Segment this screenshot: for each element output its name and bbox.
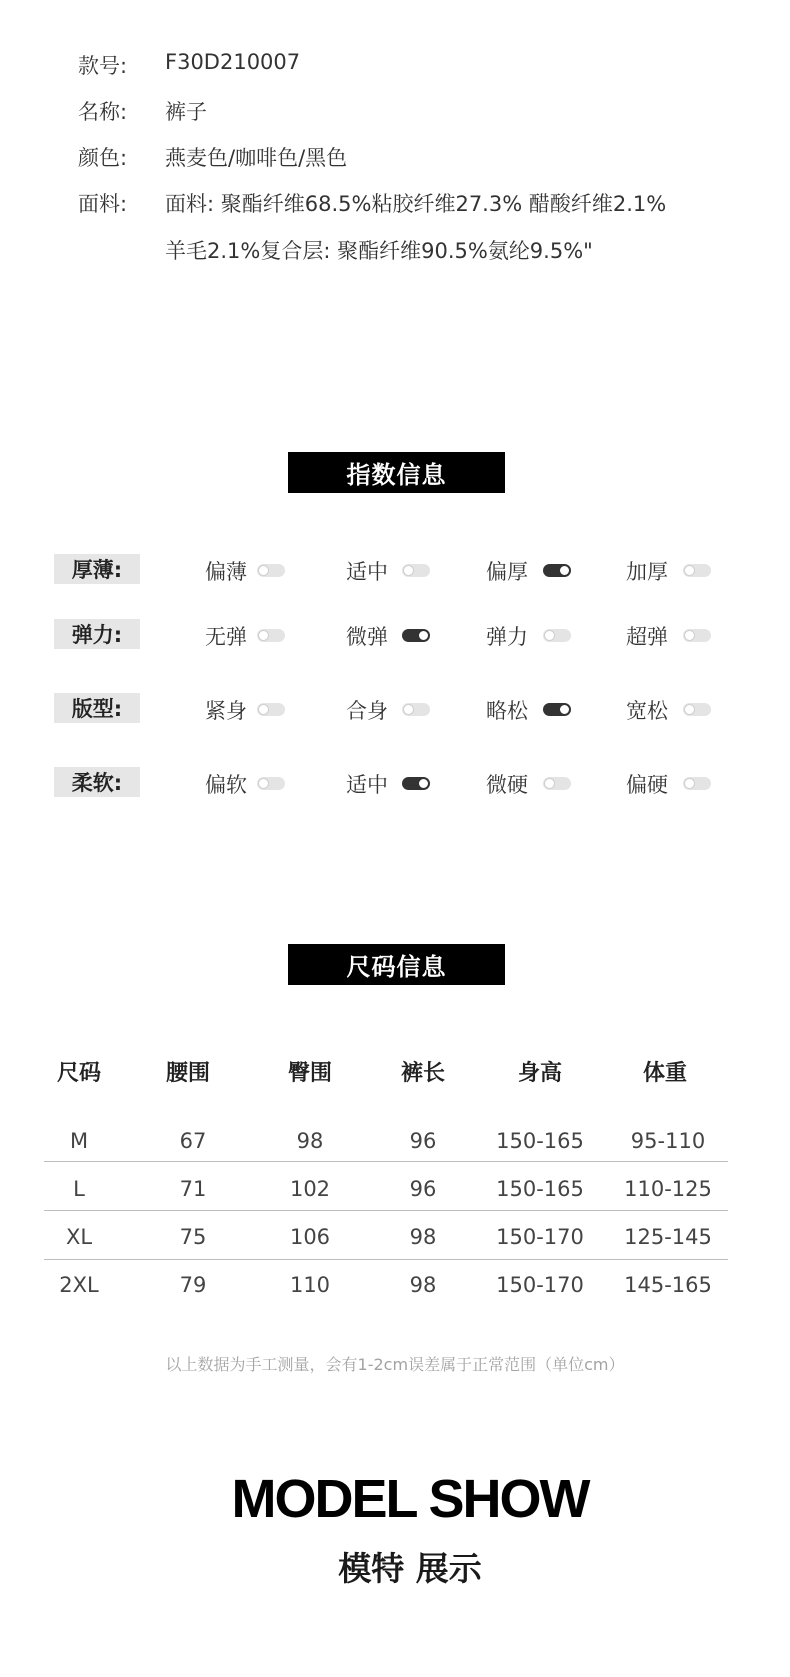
toggle-icon[interactable]: [683, 629, 711, 642]
table-cell: 150-170: [496, 1225, 584, 1249]
table-cell: 106: [289, 1225, 331, 1249]
attr-label-thickness: 厚薄:: [54, 554, 140, 584]
table-header-cell: 腰围: [165, 1061, 210, 1086]
table-divider: [44, 1210, 728, 1211]
attr-option: 偏软: [205, 773, 247, 797]
table-cell: L: [73, 1177, 85, 1201]
toggle-icon[interactable]: [543, 629, 571, 642]
toggle-icon[interactable]: [402, 777, 430, 790]
index-section-title: 指数信息: [288, 452, 505, 493]
table-cell: 98: [296, 1129, 324, 1153]
toggle-icon[interactable]: [543, 564, 571, 577]
info-value-style-no: F30D210007: [165, 50, 301, 74]
table-cell: 102: [289, 1177, 331, 1201]
table-cell: 71: [179, 1177, 207, 1201]
attr-label-softness: 柔软:: [54, 767, 140, 797]
table-cell: 98: [409, 1225, 437, 1249]
table-cell: 95-110: [630, 1129, 706, 1153]
toggle-icon[interactable]: [257, 564, 285, 577]
attr-option: 适中: [346, 560, 388, 584]
size-section-title: 尺码信息: [288, 944, 505, 985]
table-cell: 79: [179, 1273, 207, 1297]
info-label-style-no: 款号:: [78, 54, 128, 78]
table-header-cell: 尺码: [56, 1061, 101, 1086]
table-divider: [44, 1161, 728, 1162]
attr-option: 略松: [486, 699, 528, 723]
attr-option: 适中: [346, 773, 388, 797]
attr-option: 偏薄: [205, 560, 247, 584]
toggle-icon[interactable]: [683, 703, 711, 716]
table-cell: 125-145: [624, 1225, 712, 1249]
attr-option: 偏硬: [626, 773, 668, 797]
table-cell: 2XL: [59, 1273, 99, 1297]
table-cell: 75: [179, 1225, 207, 1249]
table-divider: [44, 1259, 728, 1260]
model-show-title: MODEL SHOW: [231, 1469, 589, 1529]
table-cell: 145-165: [624, 1273, 712, 1297]
table-cell: 150-165: [496, 1129, 584, 1153]
table-cell: 110: [289, 1273, 331, 1297]
attr-option: 加厚: [626, 560, 668, 584]
attr-option: 微弹: [346, 625, 388, 649]
table-cell: XL: [65, 1225, 93, 1249]
attr-option: 宽松: [626, 699, 668, 723]
table-header-cell: 身高: [517, 1061, 562, 1086]
table-header-cell: 体重: [642, 1061, 687, 1086]
info-label-color: 颜色:: [78, 146, 128, 170]
info-label-name: 名称:: [78, 100, 128, 124]
attr-option: 紧身: [205, 699, 247, 723]
toggle-icon[interactable]: [257, 703, 285, 716]
table-cell: 150-170: [496, 1273, 584, 1297]
toggle-icon[interactable]: [543, 703, 571, 716]
toggle-icon[interactable]: [543, 777, 571, 790]
toggle-icon[interactable]: [257, 777, 285, 790]
table-cell: 96: [409, 1177, 437, 1201]
table-cell: 67: [179, 1129, 207, 1153]
toggle-icon[interactable]: [683, 564, 711, 577]
table-header-cell: 臀围: [287, 1061, 332, 1086]
measurement-note: 以上数据为手工测量，会有1-2cm误差属于正常范围（单位cm）: [165, 1355, 625, 1374]
attr-option: 微硬: [486, 773, 528, 797]
attr-option: 超弹: [626, 625, 668, 649]
info-value-color: 燕麦色/咖啡色/黑色: [165, 146, 348, 170]
table-header-cell: 裤长: [400, 1061, 445, 1086]
attr-option: 合身: [346, 699, 388, 723]
table-cell: M: [69, 1129, 89, 1153]
table-cell: 150-165: [496, 1177, 584, 1201]
table-cell: 96: [409, 1129, 437, 1153]
attr-option: 弹力: [486, 625, 528, 649]
toggle-icon[interactable]: [402, 703, 430, 716]
info-value-fabric: 面料: 聚酯纤维68.5%粘胶纤维27.3% 醋酸纤维2.1%: [165, 192, 667, 216]
attr-label-fit: 版型:: [54, 693, 140, 723]
info-value-fabric-line2: 羊毛2.1%复合层: 聚酯纤维90.5%氨纶9.5%": [165, 239, 593, 263]
toggle-icon[interactable]: [402, 564, 430, 577]
info-value-name: 裤子: [165, 100, 207, 124]
attr-label-elasticity: 弹力:: [54, 619, 140, 649]
table-cell: 110-125: [624, 1177, 712, 1201]
attr-option: 无弹: [205, 625, 247, 649]
toggle-icon[interactable]: [402, 629, 430, 642]
attr-option: 偏厚: [486, 560, 528, 584]
table-cell: 98: [409, 1273, 437, 1297]
info-label-fabric: 面料:: [78, 192, 128, 216]
toggle-icon[interactable]: [257, 629, 285, 642]
model-show-subtitle: 模特 展示: [338, 1549, 482, 1588]
toggle-icon[interactable]: [683, 777, 711, 790]
